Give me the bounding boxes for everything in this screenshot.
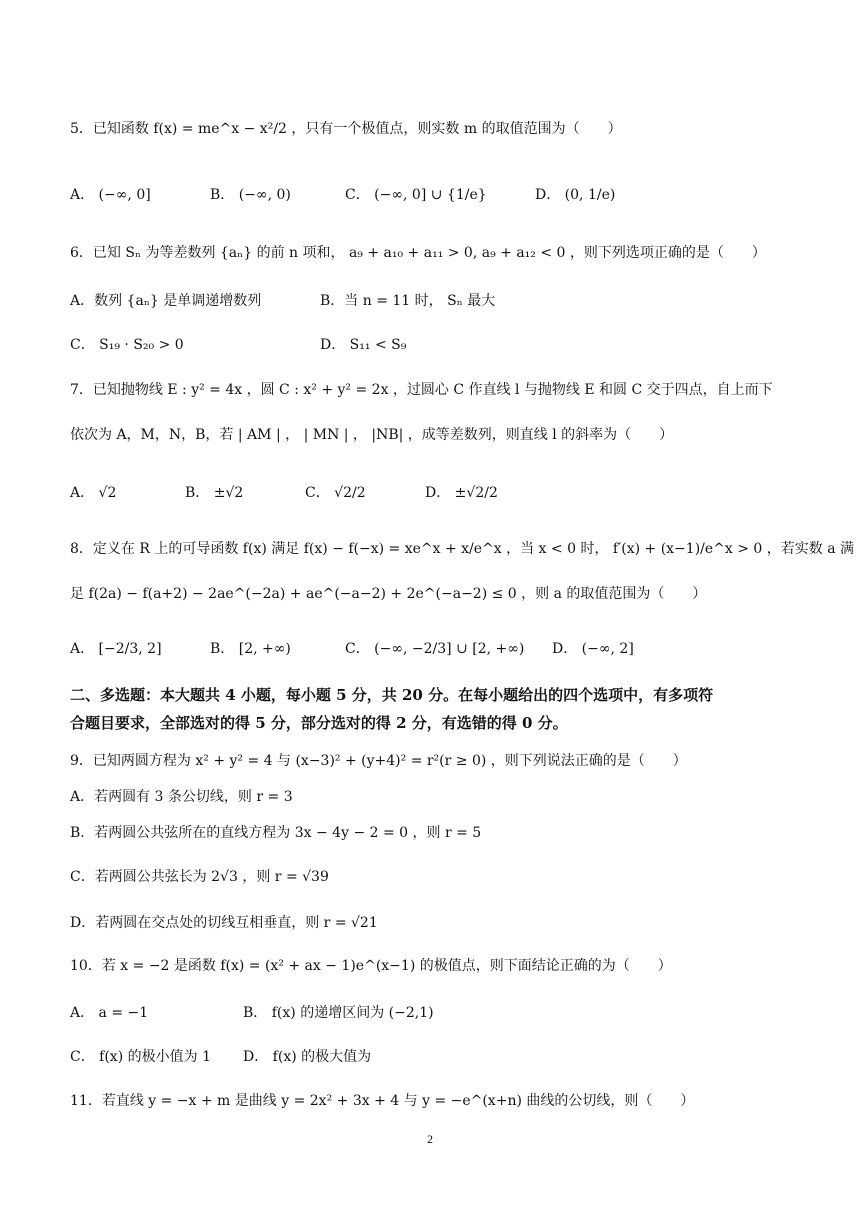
q7-option-b: B． ±√2 (185, 485, 244, 501)
section2-heading-line1: 二、多选题：本大题共 4 小题，每小题 5 分，共 20 分。在每小题给出的四个选项中，有多项符 (70, 686, 714, 704)
q10-option-b: B． f(x) 的递增区间为 (−2,1) (243, 1005, 434, 1021)
q10-option-d: D． f(x) 的极大值为 (243, 1049, 372, 1065)
q6-option-b: B．当 n = 11 时， Sₙ 最大 (320, 293, 496, 309)
q9-option-b: B．若两圆公共弦所在的直线方程为 3x − 4y − 2 = 0 ，则 r = 5 (70, 825, 482, 841)
q8-stem-line1: 8．定义在 R 上的可导函数 f(x) 满足 f(x) − f(−x) = xe^x + x/e^x ，当 x < 0 时， f′(x) + (x−1)/e^x > 0 ，若实数 a 满 (70, 541, 855, 557)
q9-option-c: C．若两圆公共弦长为 2√3 ，则 r = √39 (70, 869, 329, 885)
q7-option-a: A． √2 (70, 485, 117, 501)
q6-stem: 6．已知 Sₙ 为等差数列 {aₙ} 的前 n 项和， a₉ + a₁₀ + a₁₁ > 0, a₉ + a₁₂ < 0 ，则下列选项正确的是（ ） (70, 245, 766, 261)
q8-stem-line2: 足 f(2a) − f(a+2) − 2ae^(−2a) + ae^(−a−2) + 2e^(−a−2) ≤ 0 ，则 a 的取值范围为（ ） (70, 586, 707, 602)
q8-option-a: A． [−2/3, 2] (70, 641, 162, 657)
q6-option-a: A．数列 {aₙ} 是单调递增数列 (70, 293, 262, 309)
q5-option-d: D． (0, 1/e) (535, 187, 616, 203)
q9-option-d: D．若两圆在交点处的切线互相垂直，则 r = √21 (70, 915, 378, 931)
q6-option-c: C． S₁₉ · S₂₀ > 0 (70, 337, 184, 353)
q7-option-c: C． √2/2 (305, 485, 366, 501)
q10-stem: 10．若 x = −2 是函数 f(x) = (x² + ax − 1)e^(x−1) 的极值点，则下面结论正确的为（ ） (70, 958, 672, 974)
q5-option-b: B． (−∞, 0) (210, 187, 291, 203)
q6-option-d: D． S₁₁ < S₉ (320, 337, 407, 353)
section2-heading-line2: 合题目要求，全部选对的得 5 分，部分选对的得 2 分，有选错的得 0 分。 (70, 714, 568, 732)
page-number: 2 (427, 1132, 433, 1146)
q11-stem: 11．若直线 y = −x + m 是曲线 y = 2x² + 3x + 4 与 y = −e^(x+n) 曲线的公切线，则（ ） (70, 1093, 695, 1109)
q5-option-a: A． (−∞, 0] (70, 187, 151, 203)
q5-stem: 5．已知函数 f(x) = me^x − x²/2 ，只有一个极值点，则实数 m 的取值范围为（ ） (70, 121, 622, 137)
q10-option-c: C． f(x) 的极小值为 1 (70, 1049, 211, 1065)
q7-stem-line1: 7．已知抛物线 E : y² = 4x ，圆 C : x² + y² = 2x ，过圆心 C 作直线 l 与抛物线 E 和圆 C 交于四点，自上而下 (70, 382, 773, 398)
q7-stem-line2: 依次为 A，M，N，B，若 | AM | ， | MN | ， |NB| ，成等差数列，则直线 l 的斜率为（ ） (70, 427, 674, 443)
q8-option-b: B． [2, +∞) (210, 641, 291, 657)
q9-option-a: A．若两圆有 3 条公切线，则 r = 3 (70, 789, 293, 805)
q8-option-c: C． (−∞, −2/3] ∪ [2, +∞) (345, 641, 525, 657)
q7-option-d: D． ±√2/2 (425, 485, 498, 501)
q10-option-a: A． a = −1 (70, 1005, 149, 1021)
q8-option-d: D． (−∞, 2] (552, 641, 634, 657)
q5-option-c: C． (−∞, 0] ∪ {1/e} (345, 187, 487, 203)
q9-stem: 9．已知两圆方程为 x² + y² = 4 与 (x−3)² + (y+4)² = r²(r ≥ 0) ，则下列说法正确的是（ ） (70, 753, 687, 769)
